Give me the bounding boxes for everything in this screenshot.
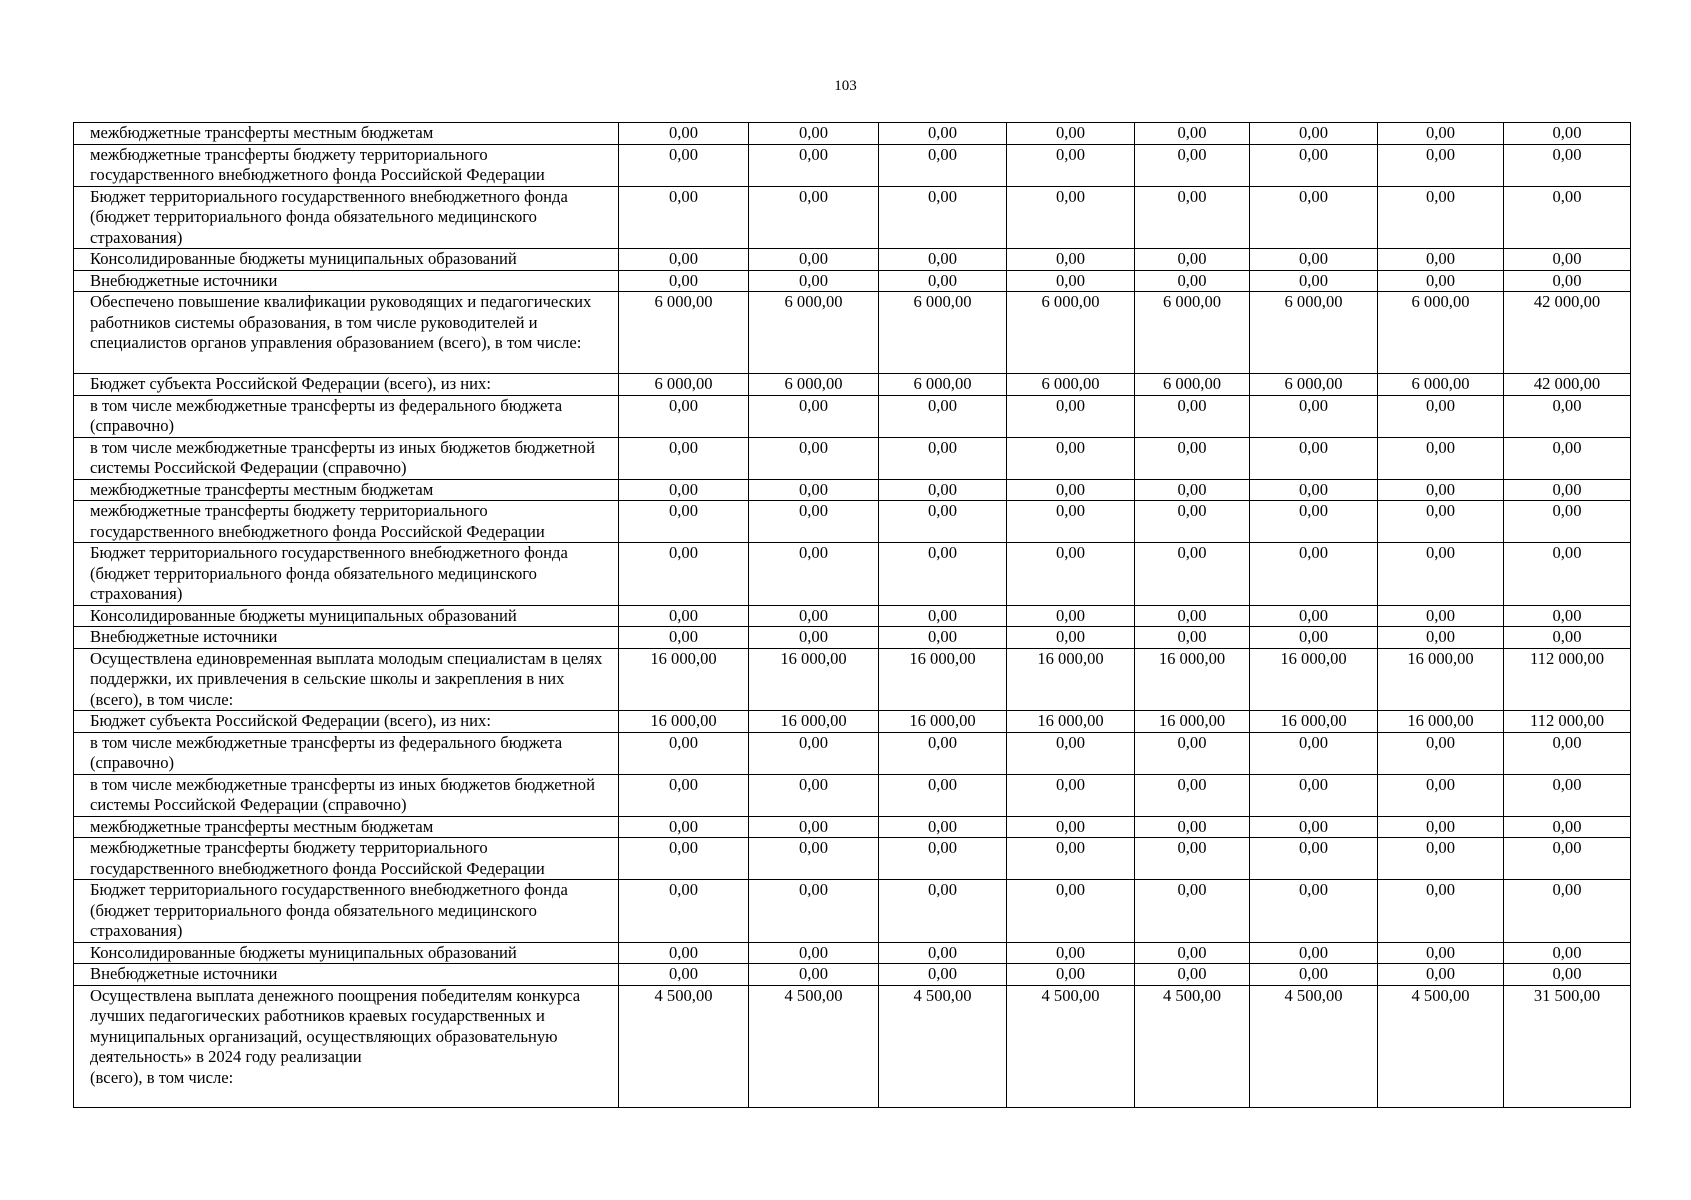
row-total-cell: 0,00 [1504,605,1631,627]
row-value-cell: 6 000,00 [1250,374,1378,396]
row-value-cell: 0,00 [1135,186,1250,249]
row-value-cell: 0,00 [879,964,1007,986]
row-value-cell: 6 000,00 [1007,292,1135,374]
row-total-cell: 0,00 [1504,942,1631,964]
row-label: Бюджет территориального государственного внебюджетного фонда (бюджет территориального фонда обязательного медицинского страхования) [74,880,619,943]
row-value-cell: 6 000,00 [1007,374,1135,396]
row-value-cell: 16 000,00 [1378,648,1504,711]
row-label: Бюджет субъекта Российской Федерации (всего), из них: [74,374,619,396]
table-row [74,774,1631,816]
table-row [74,374,1631,396]
row-value-cell: 0,00 [1378,123,1504,145]
row-value-cell: 0,00 [879,249,1007,271]
row-value-cell: 0,00 [1250,543,1378,606]
row-value-cell: 0,00 [1378,605,1504,627]
row-value-cell: 0,00 [1007,816,1135,838]
row-value-cell: 0,00 [879,479,1007,501]
row-value-cell: 0,00 [1135,838,1250,880]
row-value-cell: 0,00 [619,732,749,774]
row-value-cell: 6 000,00 [1135,292,1250,374]
row-value-cell: 0,00 [749,186,879,249]
row-value-cell: 0,00 [749,605,879,627]
row-value-cell: 0,00 [1250,732,1378,774]
row-label: Консолидированные бюджеты муниципальных образований [74,942,619,964]
row-value-cell: 0,00 [1378,144,1504,186]
row-total-cell: 0,00 [1504,816,1631,838]
row-value-cell: 0,00 [1007,249,1135,271]
row-value-cell: 0,00 [879,437,1007,479]
row-value-cell: 0,00 [879,838,1007,880]
row-value-cell: 0,00 [1378,880,1504,943]
row-label: Консолидированные бюджеты муниципальных образований [74,605,619,627]
row-total-cell: 0,00 [1504,627,1631,649]
row-value-cell: 0,00 [749,501,879,543]
row-value-cell: 6 000,00 [619,292,749,374]
row-value-cell: 0,00 [1135,249,1250,271]
row-total-cell: 0,00 [1504,732,1631,774]
row-value-cell: 0,00 [619,816,749,838]
row-value-cell: 0,00 [879,270,1007,292]
row-value-cell: 6 000,00 [879,374,1007,396]
row-label: межбюджетные трансферты бюджету территориального государственного внебюджетного фонда Российской Федерации [74,501,619,543]
row-value-cell: 0,00 [1378,249,1504,271]
row-value-cell: 0,00 [879,605,1007,627]
row-value-cell: 0,00 [879,123,1007,145]
row-value-cell: 16 000,00 [1250,648,1378,711]
row-value-cell: 6 000,00 [1378,292,1504,374]
row-value-cell: 0,00 [1007,774,1135,816]
row-value-cell: 16 000,00 [879,648,1007,711]
row-value-cell: 0,00 [1007,543,1135,606]
row-value-cell: 0,00 [619,395,749,437]
row-value-cell: 0,00 [1378,627,1504,649]
row-value-cell: 16 000,00 [749,648,879,711]
row-value-cell: 0,00 [1007,605,1135,627]
row-total-cell: 0,00 [1504,249,1631,271]
table-row [74,123,1631,145]
row-value-cell: 0,00 [1007,880,1135,943]
table-row [74,437,1631,479]
row-total-cell: 31 500,00 [1504,985,1631,1107]
row-value-cell: 0,00 [1135,774,1250,816]
table-row [74,270,1631,292]
row-value-cell: 0,00 [749,838,879,880]
row-total-cell: 0,00 [1504,479,1631,501]
row-value-cell: 0,00 [879,186,1007,249]
row-value-cell: 0,00 [1378,732,1504,774]
row-label: межбюджетные трансферты бюджету территориального государственного внебюджетного фонда Российской Федерации [74,144,619,186]
row-value-cell: 0,00 [1378,437,1504,479]
row-value-cell: 0,00 [1007,123,1135,145]
row-value-cell: 0,00 [1250,964,1378,986]
row-total-cell: 0,00 [1504,838,1631,880]
table-row [74,543,1631,606]
row-value-cell: 16 000,00 [1250,711,1378,733]
row-value-cell: 0,00 [619,627,749,649]
row-value-cell: 0,00 [1007,732,1135,774]
row-value-cell: 0,00 [749,437,879,479]
row-value-cell: 0,00 [1007,437,1135,479]
row-value-cell: 0,00 [749,249,879,271]
row-value-cell: 0,00 [1378,543,1504,606]
row-label: Бюджет территориального государственного внебюджетного фонда (бюджет территориального фонда обязательного медицинского страхования) [74,186,619,249]
row-value-cell: 0,00 [1378,964,1504,986]
row-value-cell: 0,00 [1250,838,1378,880]
row-value-cell: 0,00 [1007,964,1135,986]
row-value-cell: 0,00 [749,270,879,292]
row-value-cell: 0,00 [879,816,1007,838]
row-value-cell: 0,00 [619,543,749,606]
row-value-cell: 0,00 [1250,627,1378,649]
row-value-cell: 16 000,00 [1135,648,1250,711]
table-row [74,186,1631,249]
row-value-cell: 0,00 [1378,816,1504,838]
row-value-cell: 4 500,00 [1378,985,1504,1107]
row-value-cell: 0,00 [619,186,749,249]
row-value-cell: 0,00 [879,774,1007,816]
row-total-cell: 0,00 [1504,123,1631,145]
row-value-cell: 0,00 [1378,186,1504,249]
row-total-cell: 112 000,00 [1504,648,1631,711]
row-value-cell: 16 000,00 [749,711,879,733]
row-label: Обеспечено повышение квалификации руководящих и педагогических работников системы образования, в том числе руководителей и специалистов органов управления образованием (всего), в том числе: [74,292,619,374]
row-value-cell: 4 500,00 [619,985,749,1107]
row-value-cell: 0,00 [1007,395,1135,437]
row-value-cell: 0,00 [619,437,749,479]
row-label: в том числе межбюджетные трансферты из иных бюджетов бюджетной системы Российской Федерации (справочно) [74,774,619,816]
row-value-cell: 16 000,00 [619,648,749,711]
row-value-cell: 0,00 [1378,270,1504,292]
row-value-cell: 0,00 [1250,816,1378,838]
row-value-cell: 0,00 [1378,942,1504,964]
row-label: Осуществлена единовременная выплата молодым специалистам в целях поддержки, их привлечения в сельские школы и закрепления в них (всего), в том числе: [74,648,619,711]
row-label: Бюджет территориального государственного внебюджетного фонда (бюджет территориального фонда обязательного медицинского страхования) [74,543,619,606]
row-value-cell: 0,00 [879,627,1007,649]
row-value-cell: 0,00 [1135,395,1250,437]
budget-table [73,122,1631,1108]
row-value-cell: 0,00 [1135,437,1250,479]
table-row [74,395,1631,437]
table-row [74,942,1631,964]
row-value-cell: 0,00 [1007,501,1135,543]
row-total-cell: 0,00 [1504,270,1631,292]
row-value-cell: 0,00 [1250,880,1378,943]
row-value-cell: 0,00 [619,123,749,145]
table-row [74,985,1631,1107]
row-value-cell: 0,00 [619,964,749,986]
row-value-cell: 0,00 [1250,501,1378,543]
row-value-cell: 0,00 [1135,964,1250,986]
row-value-cell: 0,00 [1007,838,1135,880]
row-value-cell: 0,00 [749,479,879,501]
row-value-cell: 0,00 [1135,123,1250,145]
table-row [74,732,1631,774]
row-value-cell: 0,00 [1378,395,1504,437]
row-value-cell: 0,00 [749,816,879,838]
row-value-cell: 0,00 [1135,543,1250,606]
row-value-cell: 16 000,00 [619,711,749,733]
table-row [74,292,1631,374]
row-value-cell: 0,00 [1250,144,1378,186]
row-value-cell: 6 000,00 [749,374,879,396]
row-value-cell: 0,00 [619,942,749,964]
row-value-cell: 4 500,00 [749,985,879,1107]
row-total-cell: 112 000,00 [1504,711,1631,733]
row-total-cell: 42 000,00 [1504,374,1631,396]
row-value-cell: 0,00 [1135,605,1250,627]
row-value-cell: 0,00 [1007,942,1135,964]
row-value-cell: 0,00 [749,627,879,649]
row-value-cell: 0,00 [879,543,1007,606]
row-value-cell: 0,00 [879,144,1007,186]
row-value-cell: 6 000,00 [1135,374,1250,396]
row-value-cell: 0,00 [879,942,1007,964]
row-value-cell: 0,00 [619,838,749,880]
row-value-cell: 6 000,00 [1250,292,1378,374]
row-value-cell: 0,00 [1250,395,1378,437]
row-total-cell: 0,00 [1504,774,1631,816]
row-total-cell: 42 000,00 [1504,292,1631,374]
row-label: в том числе межбюджетные трансферты из иных бюджетов бюджетной системы Российской Федерации (справочно) [74,437,619,479]
row-value-cell: 0,00 [619,880,749,943]
row-value-cell: 0,00 [1250,186,1378,249]
row-value-cell: 6 000,00 [749,292,879,374]
row-value-cell: 0,00 [879,880,1007,943]
page-number: 103 [834,78,857,94]
table-row [74,501,1631,543]
row-label: Внебюджетные источники [74,627,619,649]
row-total-cell: 0,00 [1504,186,1631,249]
row-total-cell: 0,00 [1504,880,1631,943]
row-value-cell: 0,00 [1135,501,1250,543]
table-row [74,816,1631,838]
row-label: межбюджетные трансферты бюджету территориального государственного внебюджетного фонда Российской Федерации [74,838,619,880]
row-value-cell: 6 000,00 [879,292,1007,374]
row-value-cell: 6 000,00 [1378,374,1504,396]
row-value-cell: 4 500,00 [1135,985,1250,1107]
row-value-cell: 0,00 [1250,270,1378,292]
table-row [74,479,1631,501]
row-label: Внебюджетные источники [74,964,619,986]
row-value-cell: 0,00 [749,732,879,774]
row-value-cell: 0,00 [619,774,749,816]
row-value-cell: 0,00 [1250,774,1378,816]
row-label: Консолидированные бюджеты муниципальных образований [74,249,619,271]
row-value-cell: 16 000,00 [1007,648,1135,711]
row-value-cell: 0,00 [619,144,749,186]
row-value-cell: 0,00 [749,774,879,816]
row-value-cell: 0,00 [619,479,749,501]
row-value-cell: 0,00 [749,144,879,186]
row-label: Осуществлена выплата денежного поощрения победителям конкурса лучших педагогических работников краевых государственных и муниципальных организаций, осуществляющих образовательную деятельность» в 2024 году реализации (всего), в том числе: [74,985,619,1107]
row-value-cell: 0,00 [1007,627,1135,649]
table-row [74,648,1631,711]
row-value-cell: 0,00 [1007,270,1135,292]
table-row [74,711,1631,733]
row-label: в том числе межбюджетные трансферты из федерального бюджета (справочно) [74,732,619,774]
row-value-cell: 0,00 [1378,501,1504,543]
row-label: межбюджетные трансферты местным бюджетам [74,123,619,145]
row-value-cell: 0,00 [749,543,879,606]
row-value-cell: 0,00 [619,270,749,292]
row-value-cell: 0,00 [619,605,749,627]
row-total-cell: 0,00 [1504,437,1631,479]
row-value-cell: 0,00 [619,501,749,543]
table-row [74,605,1631,627]
row-value-cell: 0,00 [1007,186,1135,249]
row-value-cell: 0,00 [1135,627,1250,649]
table-row [74,627,1631,649]
row-value-cell: 0,00 [749,964,879,986]
row-value-cell: 0,00 [1250,123,1378,145]
row-value-cell: 0,00 [879,501,1007,543]
row-value-cell: 0,00 [1135,942,1250,964]
row-value-cell: 0,00 [1378,774,1504,816]
row-value-cell: 0,00 [1135,270,1250,292]
row-value-cell: 0,00 [1135,816,1250,838]
row-value-cell: 16 000,00 [1135,711,1250,733]
row-value-cell: 16 000,00 [1378,711,1504,733]
row-value-cell: 0,00 [749,942,879,964]
row-value-cell: 0,00 [1250,605,1378,627]
table-row [74,144,1631,186]
row-value-cell: 0,00 [1250,437,1378,479]
row-value-cell: 4 500,00 [1250,985,1378,1107]
row-total-cell: 0,00 [1504,395,1631,437]
row-total-cell: 0,00 [1504,501,1631,543]
row-label: Внебюджетные источники [74,270,619,292]
row-value-cell: 0,00 [749,880,879,943]
row-value-cell: 0,00 [749,395,879,437]
row-value-cell: 4 500,00 [1007,985,1135,1107]
row-value-cell: 0,00 [1378,479,1504,501]
table-row [74,964,1631,986]
row-value-cell: 0,00 [1135,479,1250,501]
row-total-cell: 0,00 [1504,543,1631,606]
row-value-cell: 6 000,00 [619,374,749,396]
row-label: в том числе межбюджетные трансферты из федерального бюджета (справочно) [74,395,619,437]
row-value-cell: 0,00 [1135,880,1250,943]
table-row [74,838,1631,880]
row-value-cell: 0,00 [879,732,1007,774]
row-value-cell: 0,00 [1250,942,1378,964]
row-value-cell: 0,00 [1250,479,1378,501]
row-value-cell: 0,00 [1135,732,1250,774]
row-value-cell: 0,00 [619,249,749,271]
row-value-cell: 0,00 [1007,479,1135,501]
row-value-cell: 16 000,00 [1007,711,1135,733]
row-value-cell: 0,00 [1007,144,1135,186]
row-value-cell: 16 000,00 [879,711,1007,733]
row-label: межбюджетные трансферты местным бюджетам [74,816,619,838]
row-value-cell: 0,00 [879,395,1007,437]
row-value-cell: 4 500,00 [879,985,1007,1107]
row-value-cell: 0,00 [749,123,879,145]
table-row [74,880,1631,943]
row-total-cell: 0,00 [1504,144,1631,186]
row-total-cell: 0,00 [1504,964,1631,986]
row-value-cell: 0,00 [1378,838,1504,880]
row-label: Бюджет субъекта Российской Федерации (всего), из них: [74,711,619,733]
row-value-cell: 0,00 [1250,249,1378,271]
row-value-cell: 0,00 [1135,144,1250,186]
table-row [74,249,1631,271]
row-label: межбюджетные трансферты местным бюджетам [74,479,619,501]
